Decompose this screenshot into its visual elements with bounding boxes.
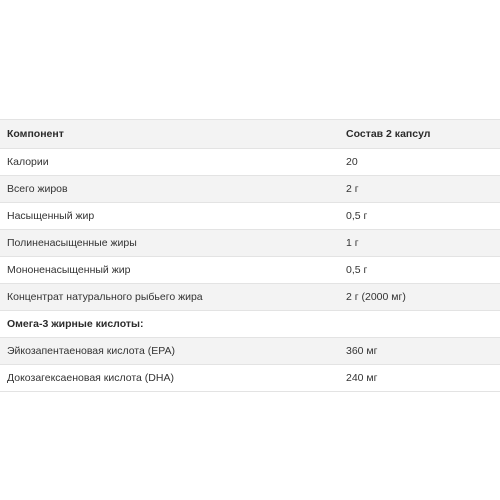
row-name: Докозагексаеновая кислота (DHA) <box>7 372 174 384</box>
row-value: 0,5 г <box>346 210 368 222</box>
table-row <box>0 230 500 257</box>
section-header-row <box>0 311 500 338</box>
nutrition-table <box>0 119 500 392</box>
section-title: Омега-3 жирные кислоты: <box>7 318 144 330</box>
row-value: 20 <box>346 156 358 168</box>
row-value: 2 г (2000 мг) <box>346 291 406 303</box>
row-name: Всего жиров <box>7 183 68 195</box>
row-value: 1 г <box>346 237 359 249</box>
table-row <box>0 257 500 284</box>
row-name: Калории <box>7 156 49 168</box>
table-row <box>0 176 500 203</box>
table-header-row <box>0 120 500 149</box>
row-name: Концентрат натурального рыбьего жира <box>7 291 203 303</box>
header-component: Компонент <box>7 128 64 140</box>
row-value: 240 мг <box>346 372 378 384</box>
row-value: 360 мг <box>346 345 378 357</box>
table-row <box>0 338 500 365</box>
row-name: Мононенасыщенный жир <box>7 264 131 276</box>
row-name: Эйкозапентаеновая кислота (EPA) <box>7 345 175 357</box>
table-row <box>0 149 500 176</box>
header-composition: Состав 2 капсул <box>346 128 431 140</box>
row-value: 2 г <box>346 183 359 195</box>
table-row <box>0 365 500 392</box>
row-value: 0,5 г <box>346 264 368 276</box>
table-row <box>0 284 500 311</box>
row-name: Полиненасыщенные жиры <box>7 237 137 249</box>
row-name: Насыщенный жир <box>7 210 95 222</box>
table-row <box>0 203 500 230</box>
